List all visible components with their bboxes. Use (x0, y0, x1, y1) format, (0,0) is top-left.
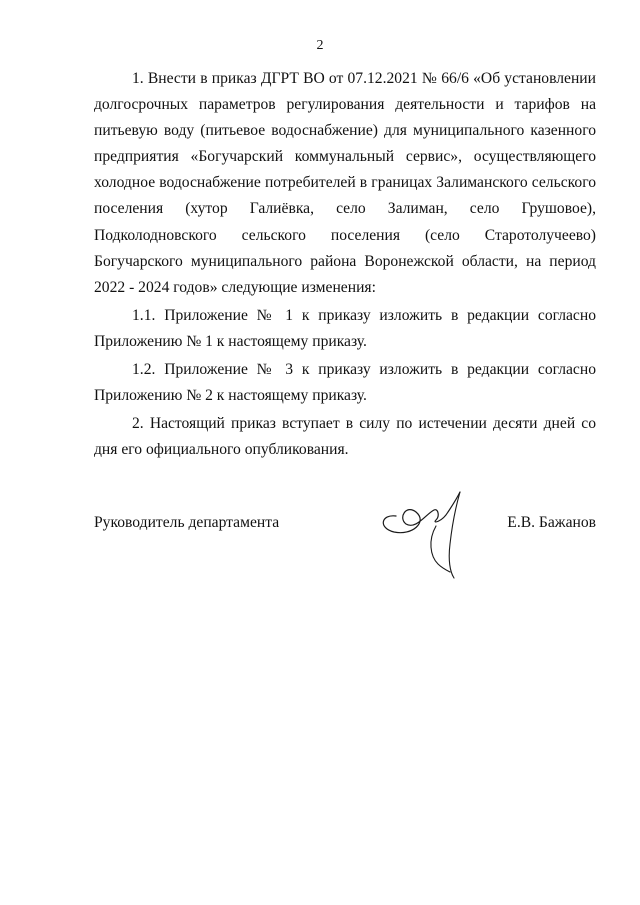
document-body (94, 66, 596, 465)
page-number: 2 (316, 38, 324, 53)
signatory-name: Е.В. Бажанов (507, 514, 596, 531)
signatory-title: Руководитель департамента (94, 514, 280, 531)
paragraph-1-1: 1.1. Приложение № 1 к приказу изложить в редакции согласно Приложению № 1 к настоящему приказу. (94, 306, 596, 350)
paragraph-1-2: 1.2. Приложение № 3 к приказу изложить в редакции согласно Приложению № 2 к настоящему приказу. (94, 361, 596, 405)
paragraph-1: 1. Внести в приказ ДГРТ ВО от 07.12.2021 № 66/6 «Об установлении долгосрочных параметров регулирования деятельности и тарифов на питьевую воду (питьевое водоснабжение) для муниципального казенного предприятия «Богучарский коммунальный сервис», осуществляющего холодное водоснабжение потребителей в границах Залиманского сельского поселения (хутор Галиёвка, село Залиман, село Грушовое), Подколодновского сельского поселения (село Старотолучеево) Богучарского муниципального района Воронежской области, на период 2022 - 2024 годов» следующие изменения: (94, 70, 596, 296)
paragraph-2: 2. Настоящий приказ вступает в силу по истечении десяти дней со дня его официального опубликования. (94, 415, 596, 459)
signature-block (94, 508, 596, 598)
handwritten-signature (376, 486, 486, 586)
